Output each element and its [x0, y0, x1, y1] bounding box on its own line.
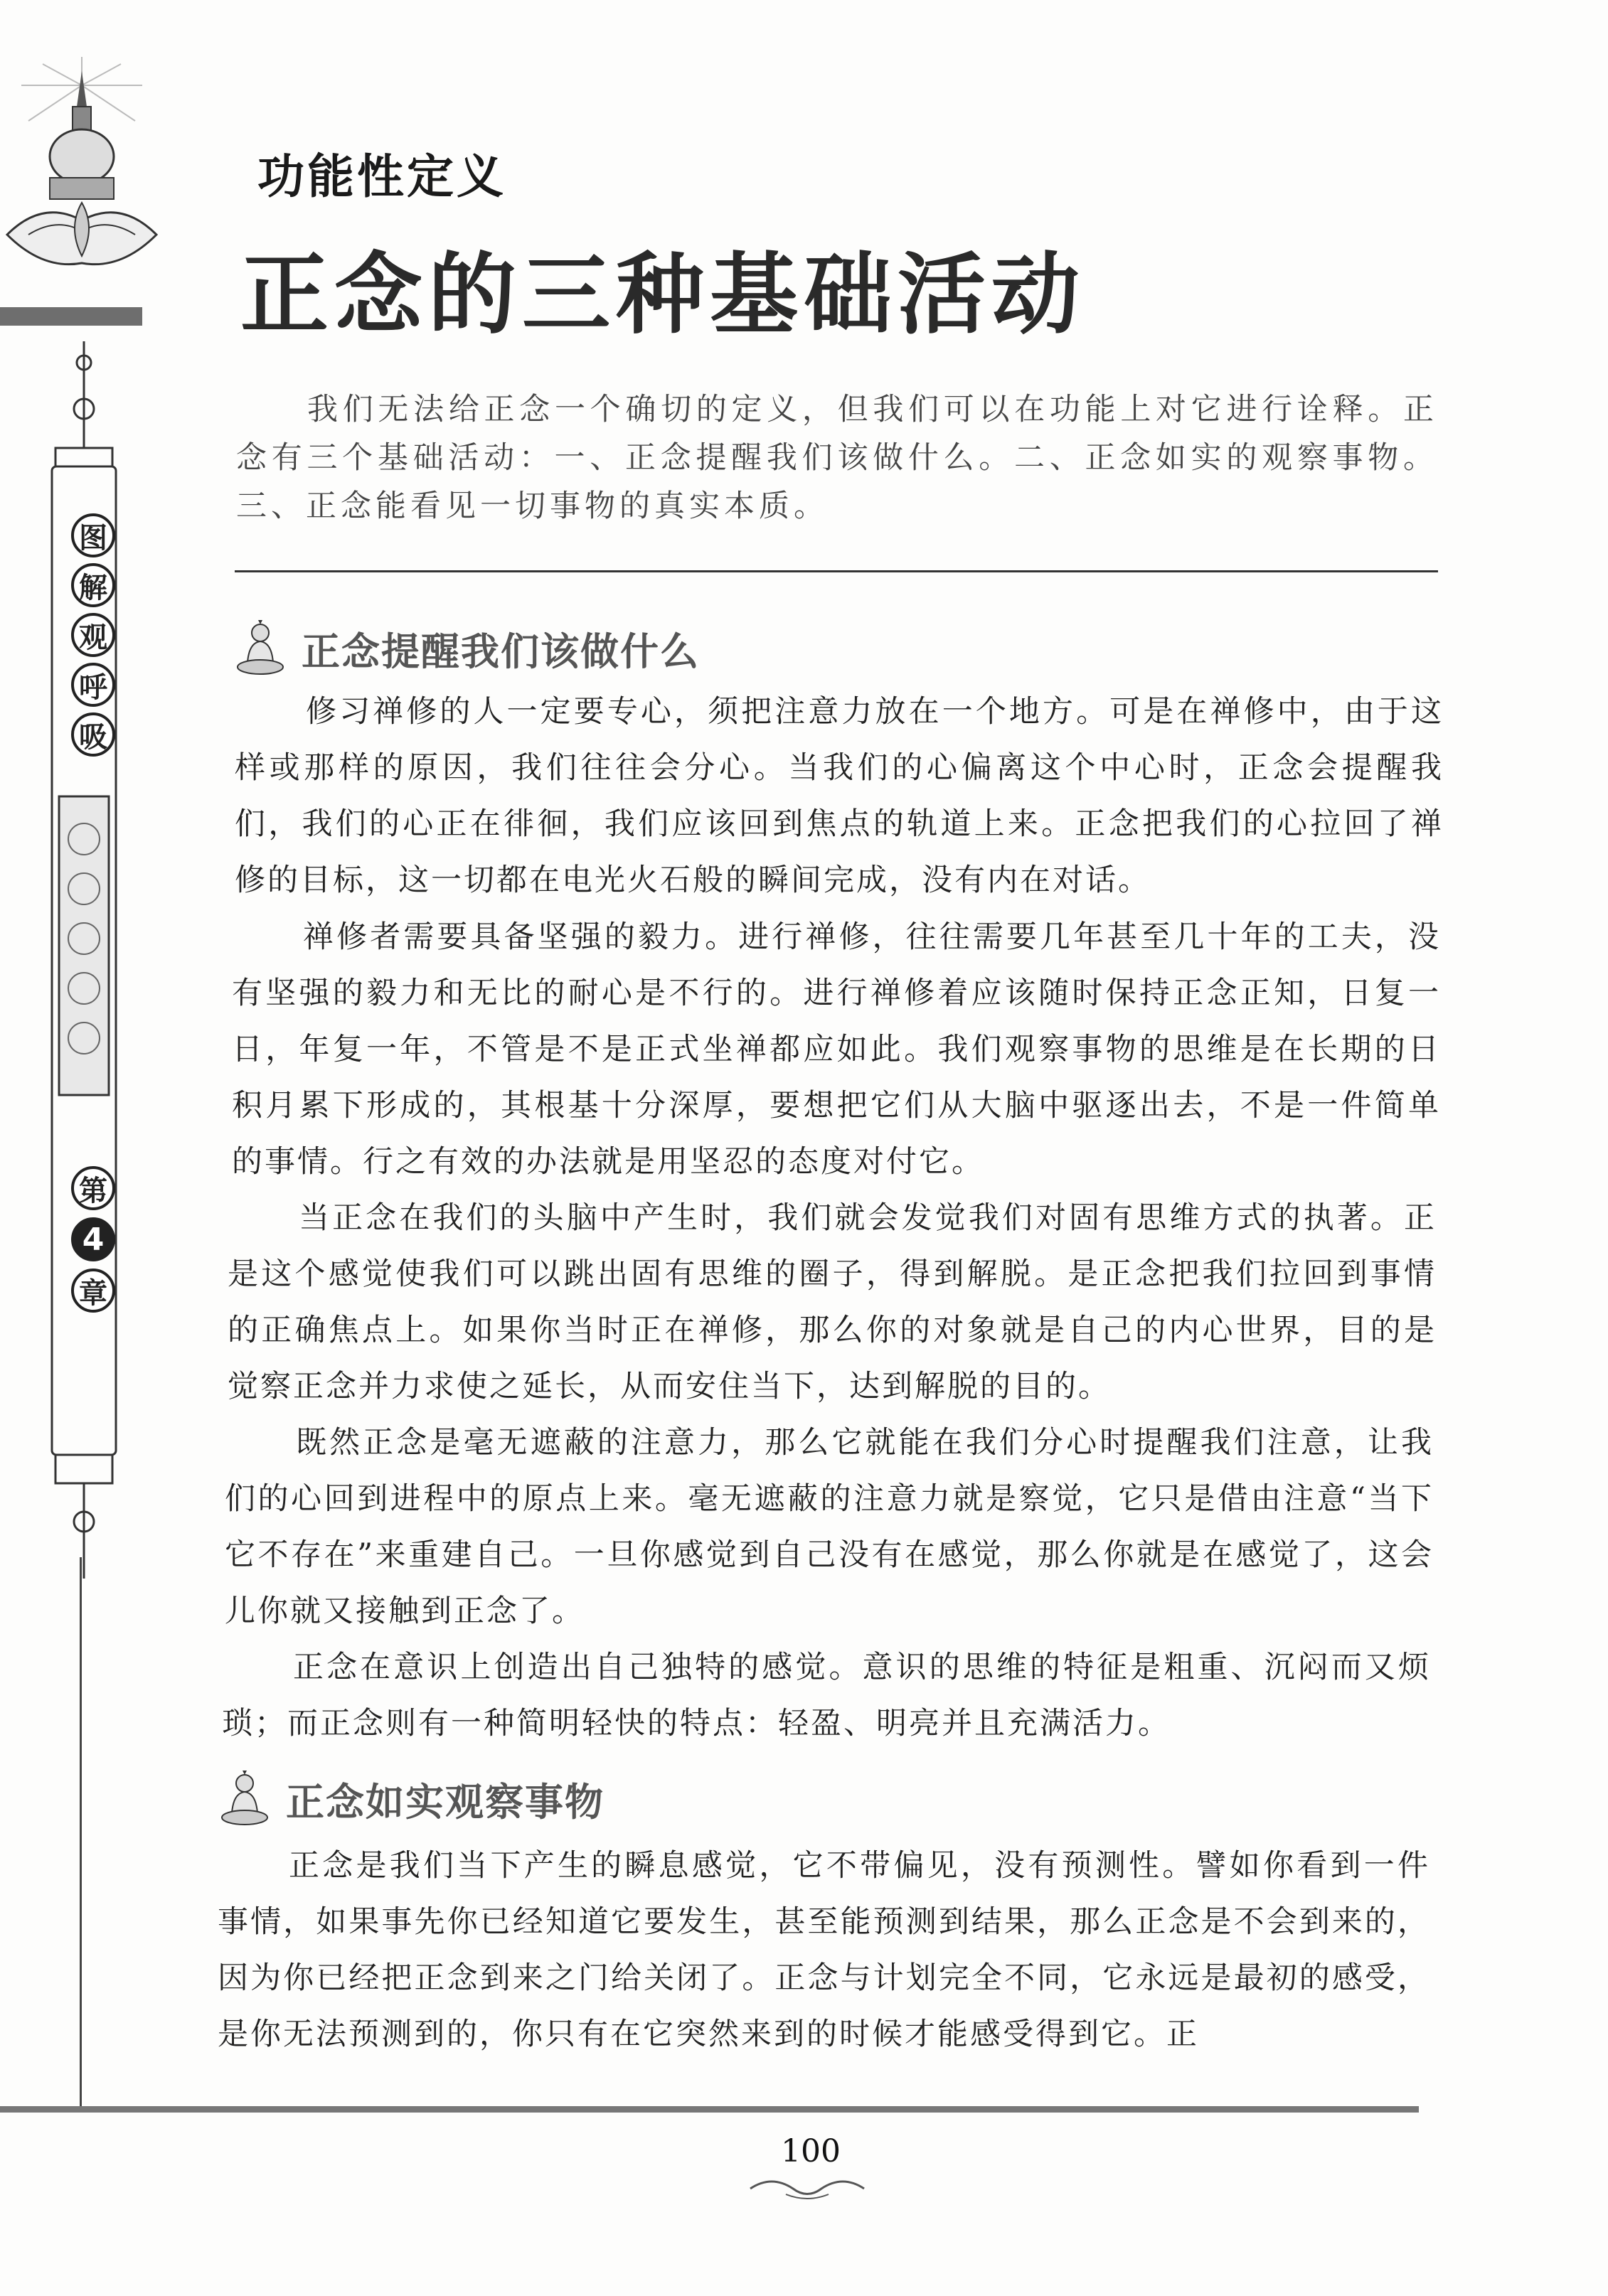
body-paragraph: 当正念在我们的头脑中产生时，我们就会发觉我们对固有思维方式的执著。正是这个感觉使我们可以跳出固有思维的圈子，得到解脱。是正念把我们拉回到事情的正确焦点上。如果你当时正在禅修，那么你的对象就是自己的内心世界，目的是觉察正念并力求使之延长，从而安住当下，达到解脱的目的。	[228, 1200, 1437, 1404]
book-title-char: 图	[71, 513, 115, 557]
chapter-char: 第	[71, 1166, 115, 1210]
chapter-number: 4	[71, 1217, 115, 1261]
page-number: 100	[781, 2133, 841, 2169]
book-title-char: 吸	[71, 712, 115, 757]
section-kicker: 功能性定义	[257, 149, 506, 204]
body-paragraph: 修习禅修的人一定要专心，须把注意力放在一个地方。可是在禅修中，由于这样或那样的原因，我们往往会分心。当我们的心偏离这个中心时，正念会提醒我们，我们的心正在徘徊，我们应该回到焦点的轨道上来。正念把我们的心拉回了禅修的目标，这一切都在电光火石般的瞬间完成，没有内在对话。	[235, 694, 1444, 898]
section-heading-text: 正念提醒我们该做什么	[302, 628, 700, 674]
header-bar	[0, 307, 142, 326]
book-title-char: 观	[71, 613, 115, 657]
staff-tail-line	[80, 1557, 82, 2112]
footer-rule	[0, 2106, 1419, 2113]
intro-paragraph: 我们无法给正念一个确切的定义，但我们可以在功能上对它进行诠释。正念有三个基础活动：一、正念提醒我们该做什么。二、正念如实的观察事物。三、正念能看见一切事物的真实本质。	[236, 392, 1438, 524]
body-paragraph: 正念是我们当下产生的瞬息感觉，它不带偏见，没有预测性。譬如你看到一件事情，如果事先你已经知道它要发生，甚至能预测到结果，那么正念是不会到来的，因为你已经把正念到来之门给关闭了。正念与计划完全不同，它永远是最初的感受，是你无法预测到的，你只有在它突然来到的时候才能感受得到它。正	[218, 1848, 1430, 2052]
chapter-char: 章	[71, 1269, 115, 1313]
body-paragraph: 既然正念是毫无遮蔽的注意力，那么它就能在我们分心时提醒我们注意，让我们的心回到进程中的原点上来。毫无遮蔽的注意力就是察觉，它只是借由注意“当下它不存在”来重建自己。一旦你感觉到自己没有在感觉，那么你就是在感觉了，这会儿你就又接触到正念了。	[225, 1425, 1434, 1629]
book-title-char: 解	[71, 563, 115, 607]
page-title: 正念的三种基础活动	[240, 243, 1086, 346]
section-heading	[219, 1771, 605, 1827]
divider-rule	[235, 570, 1438, 572]
section-heading	[235, 620, 700, 677]
meditating-buddha-icon	[219, 1771, 270, 1827]
body-paragraph: 禅修者需要具备坚强的毅力。进行禅修，往往需要几年甚至几十年的工夫，没有坚强的毅力和无比的耐心是不行的。进行禅修着应该随时保持正念正知，日复一日，年复一年，不管是不是正式坐禅都应如此。我们观察事物的思维是在长期的日积月累下形成的，其根基十分深厚，要想把它们从大脑中驱逐出去，不是一件简单的事情。行之有效的办法就是用坚忍的态度对付它。	[232, 919, 1441, 1180]
meditating-buddha-icon	[235, 620, 286, 677]
flourish-ornament	[743, 2174, 871, 2203]
section-heading-text: 正念如实观察事物	[286, 1778, 605, 1825]
body-paragraph: 正念在意识上创造出自己独特的感觉。意识的思维的特征是粗重、沉闷而又烦琐；而正念则有一种简明轻快的特点：轻盈、明亮并且充满活力。	[222, 1650, 1431, 1741]
stupa-lotus-ornament	[0, 57, 164, 306]
book-title-char: 呼	[71, 663, 115, 707]
